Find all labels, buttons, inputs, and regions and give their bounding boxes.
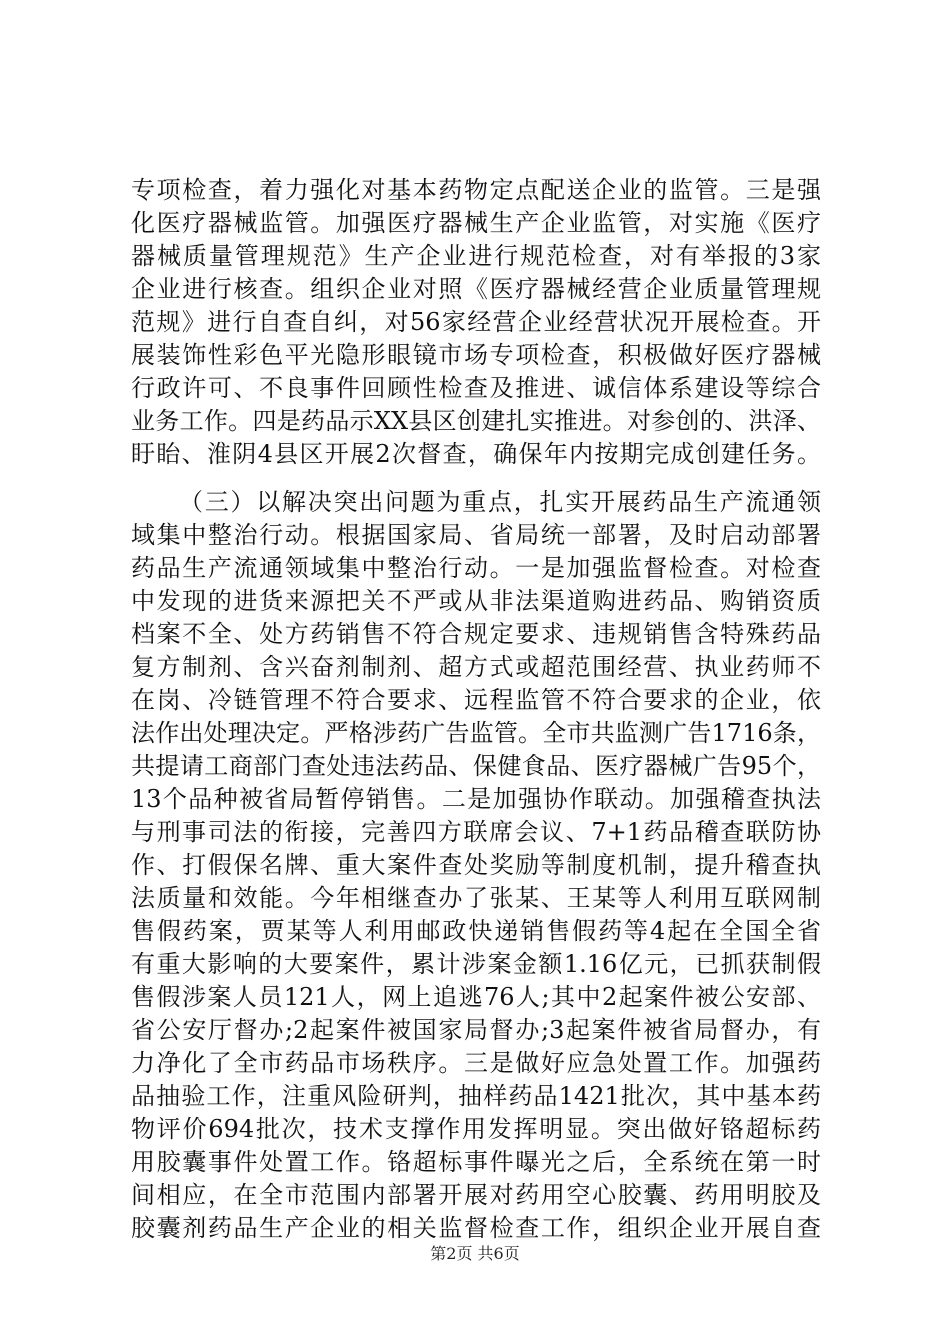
text-line: 业务工作。四是药品示XX县区创建扎实推进。对参创的、洪泽、 <box>131 407 821 435</box>
text-line: 售假药案，贾某等人利用邮政快递销售假药等4起在全国全省 <box>131 917 821 945</box>
text-line: 域集中整治行动。根据国家局、省局统一部署，及时启动部署 <box>131 521 821 549</box>
text-line: 间相应，在全市范围内部署开展对药用空心胶囊、药用明胶及 <box>131 1181 821 1209</box>
text-line: 有重大影响的大要案件，累计涉案金额1.16亿元，已抓获制假 <box>131 950 821 978</box>
text-line: 复方制剂、含兴奋剂制剂、超方式或超范围经营、执业药师不 <box>131 653 821 681</box>
text-line: 范规》进行自查自纠，对56家经营企业经营状况开展检查。开 <box>131 308 821 336</box>
text-line-indented: （三）以解决突出问题为重点，扎实开展药品生产流通领 <box>179 488 821 516</box>
text-line: 专项检查，着力强化对基本药物定点配送企业的监管。三是强 <box>131 176 821 204</box>
paragraph-rectification-campaign <box>131 486 821 1245</box>
text-line: 胶囊剂药品生产企业的相关监督检查工作，组织企业开展自查 <box>131 1214 821 1242</box>
text-line: 物评价694批次，技术支撑作用发挥明显。突出做好铬超标药 <box>131 1115 821 1143</box>
text-line: 化医疗器械监管。加强医疗器械生产企业监管，对实施《医疗 <box>131 209 821 237</box>
text-line: 档案不全、处方药销售不符合规定要求、违规销售含特殊药品 <box>131 620 821 648</box>
text-line: 器械质量管理规范》生产企业进行规范检查，对有举报的3家 <box>131 242 821 270</box>
text-line: 在岗、冷链管理不符合要求、远程监管不符合要求的企业，依 <box>131 686 821 714</box>
text-line: 中发现的进货来源把关不严或从非法渠道购进药品、购销资质 <box>131 587 821 615</box>
text-line: 共提请工商部门查处违法药品、保健食品、医疗器械广告95个， <box>131 752 821 780</box>
page-number-footer: 第2页 共6页 <box>430 1244 520 1263</box>
text-line: 行政许可、不良事件回顾性检查及推进、诚信体系建设等综合 <box>131 374 821 402</box>
text-line: 展装饰性彩色平光隐形眼镜市场专项检查，积极做好医疗器械 <box>131 341 821 369</box>
text-line: 法作出处理决定。严格涉药广告监管。全市共监测广告1716条， <box>131 719 821 747</box>
text-line: 品抽验工作，注重风险研判，抽样药品1421批次，其中基本药 <box>131 1082 821 1110</box>
text-line: 作、打假保名牌、重大案件查处奖励等制度机制，提升稽查执 <box>131 851 821 879</box>
text-line: 法质量和效能。今年相继查办了张某、王某等人利用互联网制 <box>131 884 821 912</box>
text-line: 用胶囊事件处置工作。铬超标事件曝光之后，全系统在第一时 <box>131 1148 821 1176</box>
text-line: 盱眙、淮阴4县区开展2次督查，确保年内按期完成创建任务。 <box>131 440 821 468</box>
text-line: 药品生产流通领域集中整治行动。一是加强监督检查。对检查 <box>131 554 821 582</box>
text-line: 售假涉案人员121人，网上追逃76人;其中2起案件被公安部、 <box>131 983 821 1011</box>
text-line: 企业进行核查。组织企业对照《医疗器械经营企业质量管理规 <box>131 275 821 303</box>
paragraph-medical-device-supervision <box>131 174 821 471</box>
text-line: 力净化了全市药品市场秩序。三是做好应急处置工作。加强药 <box>131 1049 821 1077</box>
text-line: 13个品种被省局暂停销售。二是加强协作联动。加强稽查执法 <box>131 785 821 813</box>
text-line: 与刑事司法的衔接，完善四方联席会议、7+1药品稽查联防协 <box>131 818 821 846</box>
text-line: 省公安厅督办;2起案件被国家局督办;3起案件被省局督办，有 <box>131 1016 821 1044</box>
